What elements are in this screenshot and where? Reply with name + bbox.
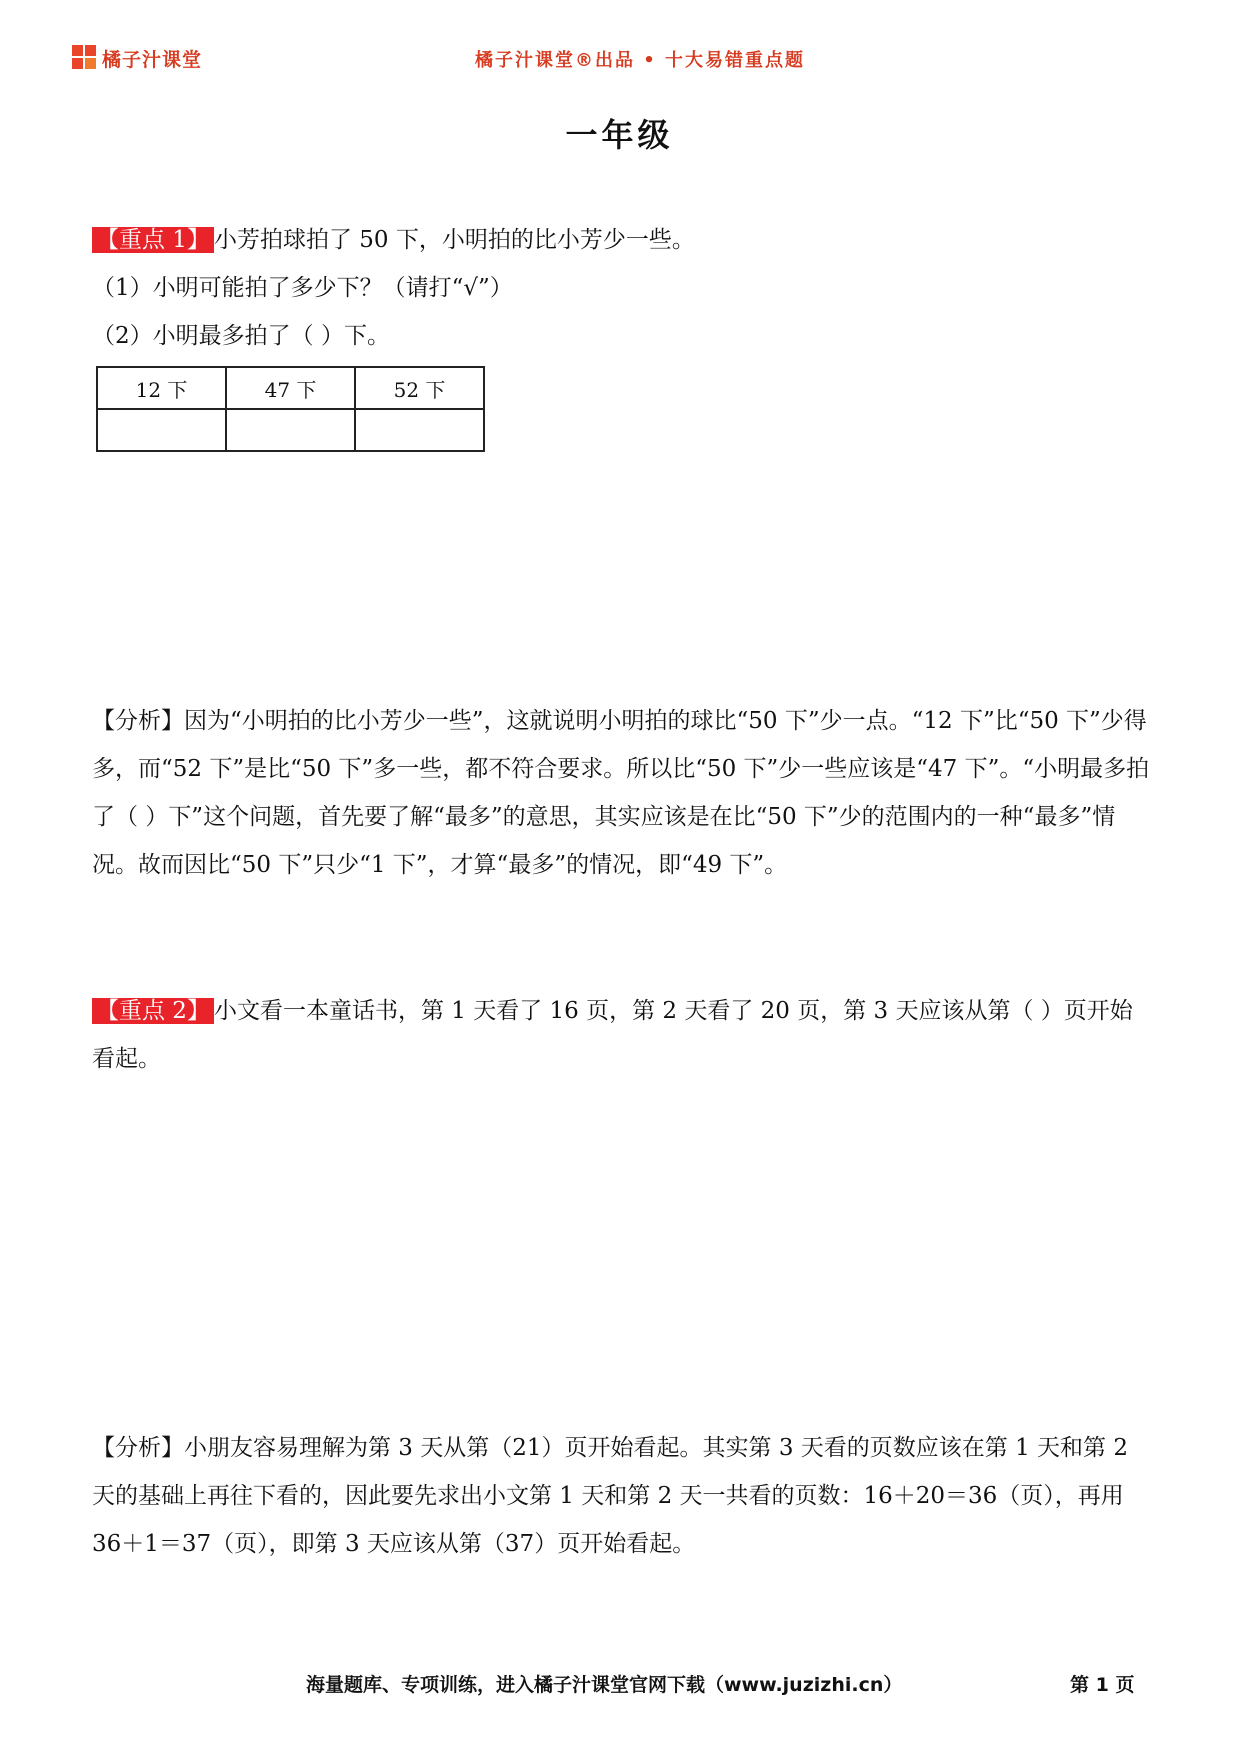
logo-text: 橘子汁课堂 (102, 48, 203, 71)
question-1-sub1: （1）小明可能拍了多少下？（请打“√”） (92, 275, 513, 301)
table-header-cell: 47 下 (226, 367, 355, 409)
analysis-2: 【分析】小朋友容易理解为第 3 天从第（21）页开始看起。其实第 3 天看的页数应该在第 1 天和第 2 天的基础上再往下看的，因此要先求出小文第 1 天和第 2 天一共看的页数：16＋20＝36（页），再用 36＋1＝37（页），即第 3 天应该从第（37）页开始看起。 (92, 1435, 1128, 1557)
footer-text: 海量题库、专项训练，进入橘子汁课堂官网下载（www.juzizhi.cn） (306, 1674, 903, 1696)
question-2-text: 小文看一本童话书，第 1 天看了 16 页，第 2 天看了 20 页，第 3 天应该从第（ ）页开始看起。 (92, 998, 1133, 1072)
question-2-tag: 【重点 2】 (92, 998, 214, 1024)
answer-table (96, 366, 485, 452)
header-title: 橘子汁课堂®出品 • 十大易错重点题 (474, 50, 806, 71)
question-2 (92, 987, 1152, 1083)
logo-icon (72, 45, 98, 71)
table-answer-cell (97, 409, 226, 451)
table-header-cell: 52 下 (355, 367, 484, 409)
brand-logo (72, 42, 202, 74)
question-1 (92, 216, 1152, 264)
table-header-cell: 12 下 (97, 367, 226, 409)
table-answer-cell (355, 409, 484, 451)
page-title: 一年级 (565, 116, 674, 154)
analysis-1: 【分析】因为“小明拍的比小芳少一些”，这就说明小明拍的球比“50 下”少一点。“12 下”比“50 下”少得多，而“52 下”是比“50 下”多一些，都不符合要求。所以比“50 下”少一些应该是“47 下”。“小明最多拍了（ ）下”这个问题，首先要了解“最多”的意思，其实应该是在比“50 下”少的范围内的一种“最多”情况。故而因比“50 下”只少“1 下”，才算“最多”的情况，即“49 下”。 (92, 708, 1150, 878)
question-1-tag: 【重点 1】 (92, 227, 214, 253)
table-answer-cell (226, 409, 355, 451)
question-1-sub2: （2）小明最多拍了（ ）下。 (92, 323, 390, 349)
page-number: 第 1 页 (1070, 1674, 1135, 1696)
question-1-text: 小芳拍球拍了 50 下，小明拍的比小芳少一些。 (213, 227, 695, 253)
